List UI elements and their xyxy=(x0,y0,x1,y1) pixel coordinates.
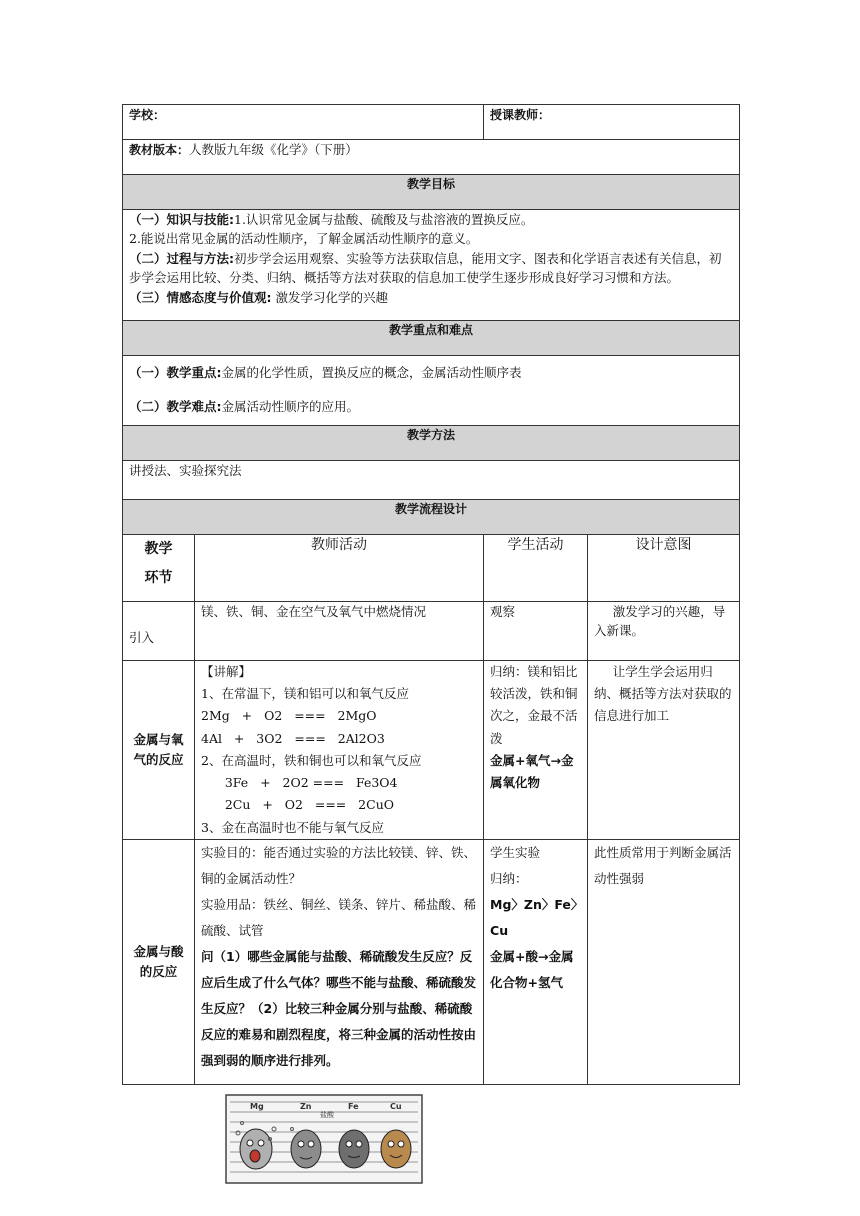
keypoints-title: 教学重点和难点 xyxy=(123,321,740,356)
student-intro: 观察 xyxy=(484,601,588,660)
goal-knowledge-2: 2.能说出常见金属的活动性顺序，了解金属活动性顺序的意义。 xyxy=(129,231,479,247)
acid-purpose: 实验目的：能否通过实验的方法比较镁、锌、铁、铜的金属活动性？ xyxy=(201,844,477,886)
edition-value: 人教版九年级《化学》（下册） xyxy=(189,142,358,157)
lesson-plan-table xyxy=(122,104,740,1085)
label-fe: Fe xyxy=(348,1102,359,1111)
metal-acid-beaker-illustration xyxy=(224,1093,424,1185)
goals-title: 教学目标 xyxy=(123,175,740,210)
equation-mgo: 2Mg + O2 === 2MgO xyxy=(201,708,377,724)
oxygen-line: 3、金在高温时也不能与氧气反应 xyxy=(201,819,384,835)
col-intent: 设计意图 xyxy=(588,534,740,601)
col-student: 学生活动 xyxy=(484,534,588,601)
stage-acid: 金属与酸 的反应 xyxy=(123,839,195,1084)
metal-cu-character xyxy=(381,1130,411,1168)
acid-questions: 问（1）哪些金属能与盐酸、稀硫酸发生反应？反应后生成了什么气体？哪些不能与盐酸、稀硫酸发生反应？（2）比较三种金属分别与盐酸、稀硫酸反应的难易和剧烈程度，将三种金属的活动性按由强到弱的顺序进行排列。 xyxy=(201,948,477,1068)
goal-emotion: （三）情感态度与价值观: 激发学习化学的兴趣 xyxy=(129,289,388,305)
intent-oxygen: 让学生学会运用归纳、概括等方法对获取的信息进行加工 xyxy=(588,660,740,839)
keypoints-row xyxy=(123,356,740,426)
equation-al2o3: 4Al + 3O2 === 2Al2O3 xyxy=(201,730,385,746)
equation-fe3o4: 3Fe + 2O2 === Fe3O4 xyxy=(201,775,398,790)
goals-row xyxy=(123,210,740,321)
label-acid: 盐酸 xyxy=(320,1111,334,1119)
student-oxygen: 归纳：镁和铝比较活泼，铁和铜次之，金最不活泼 金属+氧气→金属氧化物 xyxy=(484,660,588,839)
methods-row xyxy=(123,460,740,499)
student-acid: 学生实验 归纳： Mg〉Zn〉Fe〉Cu 金属+酸→金属化合物+氢气 xyxy=(484,839,588,1084)
edition-label: 教材版本： xyxy=(129,143,190,157)
difficulty-point: （二）教学难点:金属活动性顺序的应用。 xyxy=(129,399,360,415)
intent-intro: 激发学习的兴趣，导入新课。 xyxy=(588,601,740,660)
equation-cuo: 2Cu + O2 === 2CuO xyxy=(201,797,394,813)
flow-row-acid xyxy=(123,839,740,1084)
goals-cell xyxy=(123,210,740,321)
focus-point: （一）教学重点:金属的化学性质，置换反应的概念，金属活动性顺序表 xyxy=(129,365,522,380)
stage-oxygen: 金属与氧 气的反应 xyxy=(123,660,195,839)
teacher-intro: 镁、铁、铜、金在空气及氧气中燃烧情况 xyxy=(195,601,484,660)
acid-materials: 实验用品：铁丝、铜丝、镁条、锌片、稀盐酸、稀硫酸、试管 xyxy=(201,896,477,938)
label-cu: Cu xyxy=(390,1102,402,1111)
teacher-oxygen xyxy=(195,660,484,839)
methods-header-row xyxy=(123,425,740,460)
school-label: 学校： xyxy=(129,108,166,122)
intent-acid: 此性质常用于判断金属活动性强弱 xyxy=(588,839,740,1084)
methods-title: 教学方法 xyxy=(123,425,740,460)
keypoints-header-row xyxy=(123,321,740,356)
oxygen-line: 【讲解】 xyxy=(201,663,252,679)
label-zn: Zn xyxy=(300,1102,312,1111)
school-row xyxy=(123,105,740,140)
label-mg: Mg xyxy=(250,1102,264,1111)
col-stage: 教学 环节 xyxy=(123,534,195,601)
flow-row-intro xyxy=(123,601,740,660)
activity-order: Mg〉Zn〉Fe〉Cu xyxy=(490,896,578,938)
keypoints-cell xyxy=(123,356,740,426)
teacher-cell xyxy=(484,105,740,140)
stage-intro: 引入 xyxy=(123,601,195,660)
flow-columns-row xyxy=(123,534,740,601)
school-cell xyxy=(123,105,484,140)
goal-knowledge: （一）知识与技能:1.认识常见金属与盐酸、硫酸及与盐溶液的置换反应。 xyxy=(129,212,534,227)
flow-header-row xyxy=(123,499,740,534)
flow-title: 教学流程设计 xyxy=(123,499,740,534)
col-teacher: 教师活动 xyxy=(195,534,484,601)
edition-row xyxy=(123,140,740,175)
flow-row-oxygen xyxy=(123,660,740,839)
goal-process: （二）过程与方法:初步学会运用观察、实验等方法获取信息，能用文字、图表和化学语言表述有关信息，初步学会运用比较、分类、归纳、概括等方法对获取的信息加工使学生逐步形成良好学习习惯和方法。 xyxy=(129,250,722,286)
teacher-acid xyxy=(195,839,484,1084)
goals-header-row xyxy=(123,175,740,210)
oxygen-line: 2、在高温时，铁和铜也可以和氧气反应 xyxy=(201,752,422,768)
teacher-label: 授课教师： xyxy=(490,108,551,122)
oxygen-line: 1、在常温下，镁和铝可以和氧气反应 xyxy=(201,686,409,701)
metal-fe-character xyxy=(339,1130,369,1168)
edition-cell xyxy=(123,140,740,175)
methods-text: 讲授法、实验探究法 xyxy=(123,460,740,499)
